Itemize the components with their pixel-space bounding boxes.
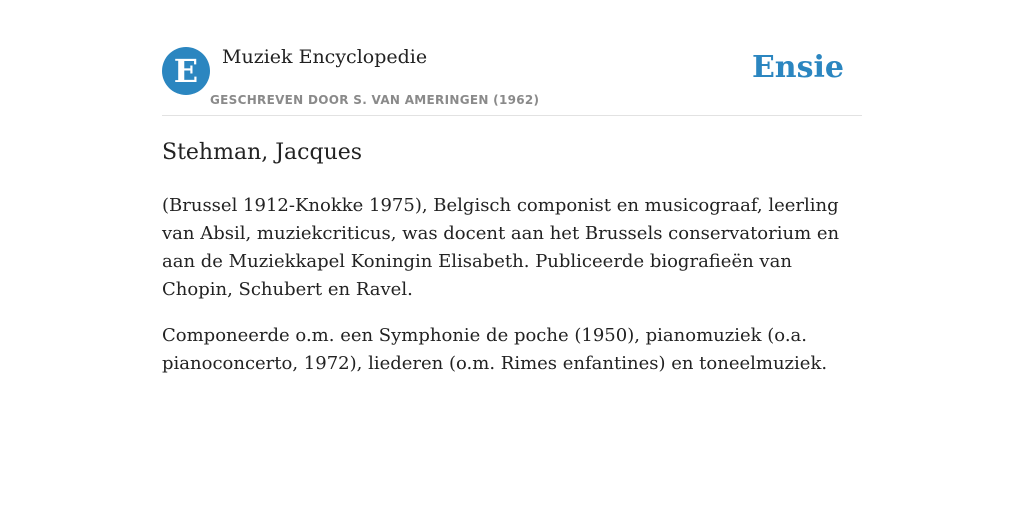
entry-title: Stehman, Jacques (162, 140, 363, 165)
header (162, 0, 862, 116)
entry-body (162, 192, 862, 396)
page (162, 0, 862, 374)
author-byline: GESCHREVEN DOOR S. VAN AMERINGEN (1962) (210, 93, 540, 107)
entry-paragraph: (Brussel 1912-Knokke 1975), Belgisch componist en musicograaf, leerling van Absil, muziekcriticus, was docent aan het Brussels conservatorium en aan de Muziekkapel Koningin Elisabeth. Publiceerde biografieën van Chopin, Schubert en Ravel. (162, 195, 840, 300)
book-title[interactable]: Muziek Encyclopedie (222, 46, 428, 68)
encyclopedia-logo-icon[interactable]: E (162, 47, 210, 95)
ensie-brand-logo[interactable]: Ensie (751, 50, 844, 85)
entry-paragraph: Componeerde o.m. een Symphonie de poche (1950), pianomuziek (o.a. pianoconcerto, 1972), liederen (o.m. Rimes enfantines) en toneelmuziek. (162, 325, 828, 374)
